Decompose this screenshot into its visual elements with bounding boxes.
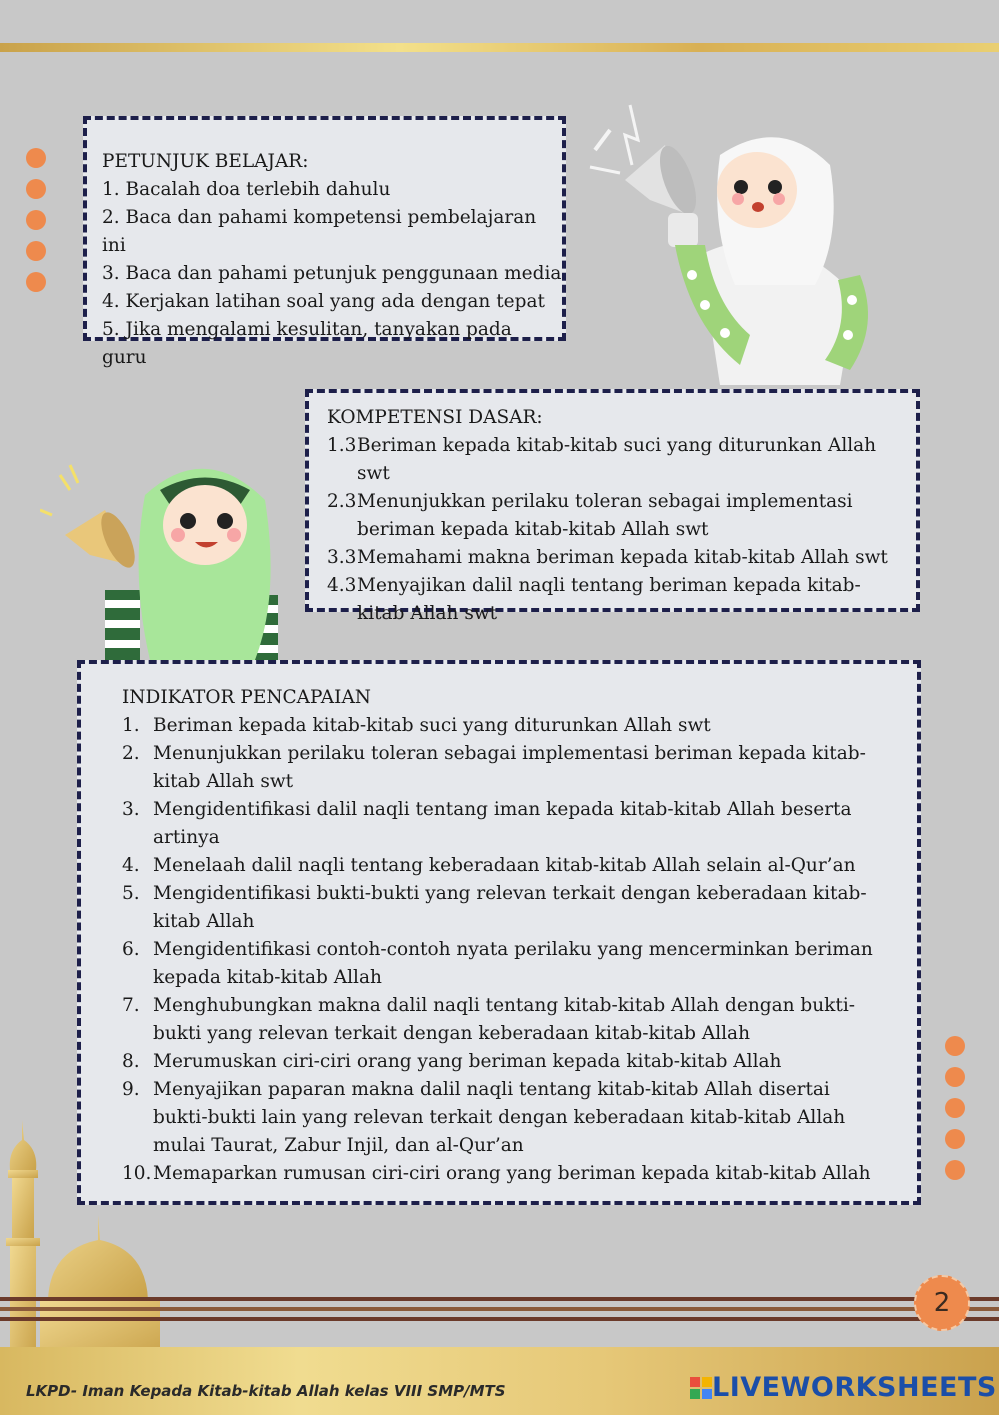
item-text: Merumuskan ciri-ciri orang yang beriman kepada kitab-kitab Allah (153, 1051, 782, 1072)
stripe-brown (0, 1317, 999, 1321)
list-item (122, 796, 887, 852)
list-item (327, 572, 896, 628)
item-text: Beriman kepada kitab-kitab suci yang diturunkan Allah swt (357, 435, 877, 484)
item-number: 3. (122, 799, 140, 820)
girl-green-hijab-illustration (40, 445, 300, 670)
girl-white-hijab-illustration (580, 95, 880, 395)
item-number: 6. (122, 939, 140, 960)
liveworksheets-brand[interactable] (690, 1372, 997, 1403)
list-item (122, 712, 887, 740)
item-text: Menunjukkan perilaku toleran sebagai implementasi beriman kepada kitab-kitab Allah swt (153, 743, 866, 792)
liveworksheets-logo-icon (690, 1377, 712, 1399)
item-number: 1. (122, 715, 140, 736)
petunjuk-belajar-box (83, 116, 566, 368)
item-text: Menyajikan paparan makna dalil naqli tentang kitab-kitab Allah disertai bukti-bukti lain yang relevan terkait dengan keberadaan kitab-kitab Allah mulai Taurat, Zabur Injil, dan al-Qur’an (153, 1079, 846, 1156)
petunjuk-title: PETUNJUK BELAJAR: (102, 151, 309, 172)
item-text: Menelaah dalil naqli tentang keberadaan kitab-kitab Allah selain al-Qur’an (153, 855, 856, 876)
right-dots-decoration (945, 1036, 965, 1191)
item-number: 2.3 (327, 491, 357, 512)
item-number: 7. (122, 995, 140, 1016)
item-number: 3.3 (327, 547, 357, 568)
item-number: 8. (122, 1051, 140, 1072)
list-item (327, 488, 896, 544)
top-gold-band (0, 43, 999, 52)
stripe-brown (0, 1297, 999, 1301)
item-text: Menyajikan dalil naqli tentang beriman kepada kitab-kitab Allah swt (357, 575, 861, 624)
list-item: 4. Kerjakan latihan soal yang ada dengan tepat (102, 291, 545, 312)
item-number: 5. (122, 883, 140, 904)
list-item (122, 992, 887, 1048)
stripe-brown (0, 1307, 999, 1311)
item-number: 9. (122, 1079, 140, 1100)
item-text: Memaparkan rumusan ciri-ciri orang yang beriman kepada kitab-kitab Allah (153, 1163, 871, 1184)
list-item: 5. Jika mengalami kesulitan, tanyakan pada guru (102, 319, 512, 368)
mosque-silhouette (0, 1115, 175, 1360)
list-item (122, 1076, 887, 1160)
list-item (327, 432, 896, 488)
item-number: 1.3 (327, 435, 357, 456)
item-text: Mengidentifikasi contoh-contoh nyata perilaku yang mencerminkan beriman kepada kitab-kitab Allah (153, 939, 873, 988)
list-item: 3. Baca dan pahami petunjuk penggunaan media (102, 263, 562, 284)
list-item (327, 544, 896, 572)
kompetensi-list (327, 432, 896, 628)
indikator-list (122, 712, 887, 1188)
item-text: Mengidentifikasi bukti-bukti yang relevan terkait dengan keberadaan kitab-kitab Allah (153, 883, 867, 932)
list-item (122, 740, 887, 796)
item-number: 2. (122, 743, 140, 764)
left-dots-decoration (26, 148, 46, 303)
brand-text: LIVEWORKSHEETS (712, 1372, 997, 1403)
item-text: Mengidentifikasi dalil naqli tentang iman kepada kitab-kitab Allah beserta artinya (153, 799, 852, 848)
list-item (122, 852, 887, 880)
item-number: 4.3 (327, 575, 357, 596)
item-text: Menghubungkan makna dalil naqli tentang kitab-kitab Allah dengan bukti-bukti yang relevan terkait dengan keberadaan kitab-kitab Allah (153, 995, 855, 1044)
indikator-pencapaian-box (77, 660, 921, 1205)
list-item: 2. Baca dan pahami kompetensi pembelajaran ini (102, 207, 537, 256)
list-item: 1. Bacalah doa terlebih dahulu (102, 179, 391, 200)
footer-caption: LKPD- Iman Kepada Kitab-kitab Allah kelas VIII SMP/MTS (26, 1382, 506, 1400)
list-item (122, 880, 887, 936)
page-number-badge: 2 (914, 1275, 970, 1331)
list-item (122, 936, 887, 992)
item-number: 4. (122, 855, 140, 876)
petunjuk-list (102, 176, 562, 372)
item-text: Menunjukkan perilaku toleran sebagai implementasi beriman kepada kitab-kitab Allah swt (357, 491, 853, 540)
list-item (122, 1048, 887, 1076)
item-text: Beriman kepada kitab-kitab suci yang diturunkan Allah swt (153, 715, 711, 736)
list-item (122, 1160, 887, 1188)
kompetensi-title: KOMPETENSI DASAR: (327, 407, 543, 428)
indikator-title: INDIKATOR PENCAPAIAN (122, 687, 371, 708)
item-text: Memahami makna beriman kepada kitab-kitab Allah swt (357, 547, 888, 568)
kompetensi-dasar-box (305, 389, 920, 624)
item-number: 10. (122, 1163, 152, 1184)
